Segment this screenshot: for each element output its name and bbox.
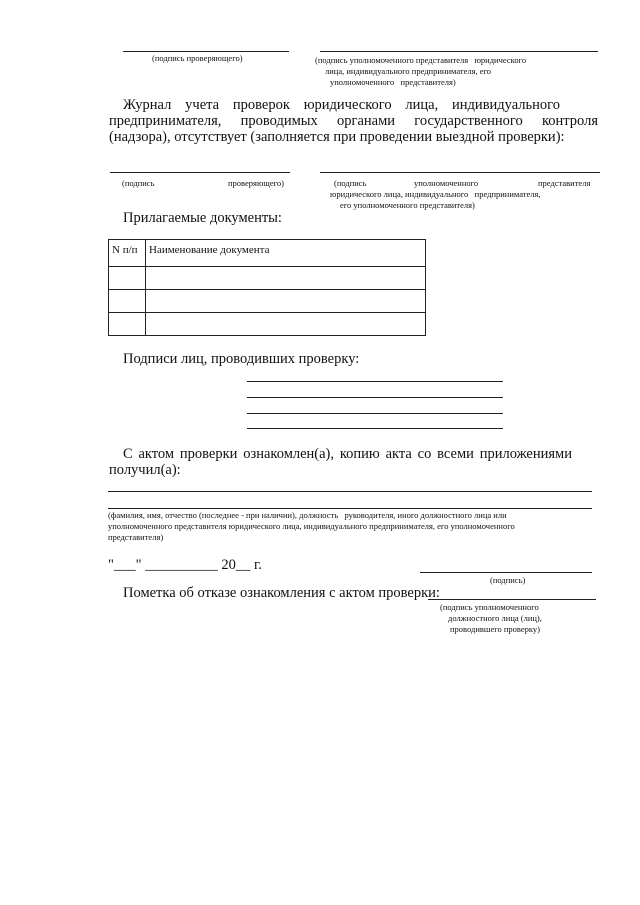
representative-signature-line	[320, 51, 598, 52]
journal-text-line-3: (надзора), отсутствует (заполняется при проведении выездной проверки):	[109, 129, 565, 145]
acknowledgement-caption-1: (фамилия, имя, отчество (последнее - при наличии), должность руководителя, иного должностного лица или	[108, 510, 507, 520]
table-cell-number	[109, 267, 146, 290]
refusal-caption-3: проводившего проверку)	[450, 624, 540, 634]
inspector-signature-row	[247, 397, 503, 398]
acknowledgement-signature-caption: (подпись)	[490, 575, 526, 585]
rep-caption-2-part-c: представителя	[538, 178, 591, 188]
attached-documents-table	[108, 239, 426, 336]
acknowledgement-caption-3: представителя)	[108, 532, 164, 542]
rep-caption-2-line-3: его уполномоченного представителя)	[340, 200, 475, 210]
refusal-caption-2: должностного лица (лиц),	[448, 613, 542, 623]
table-row	[109, 290, 426, 313]
inspectors-signatures-heading: Подписи лиц, проводивших проверку:	[123, 351, 360, 367]
refusal-signature-line	[428, 599, 596, 600]
representative-signature-caption-1: (подпись уполномоченного представителя юридического	[315, 55, 527, 65]
inspector-signature-line-2	[110, 172, 290, 173]
inspector-signature-line	[123, 51, 289, 52]
acknowledgement-name-line-2	[108, 508, 592, 509]
rep-caption-2-line-2: юридического лица, индивидуального предпринимателя,	[330, 189, 541, 199]
inspector-signature-caption: (подпись проверяющего)	[152, 53, 243, 63]
inspector-signature-caption-2a: (подпись	[122, 178, 155, 188]
table-header-row	[109, 240, 426, 267]
refusal-note-text: Пометка об отказе ознакомления с актом проверки:	[123, 585, 440, 601]
attached-documents-heading: Прилагаемые документы:	[123, 210, 282, 226]
acknowledgement-date: "___" __________ 20__ г.	[108, 557, 262, 573]
inspector-signature-row	[247, 413, 503, 414]
table-cell-number	[109, 290, 146, 313]
journal-text-line-1: Журнал учета проверок юридического лица, индивидуального	[123, 97, 560, 113]
inspector-signature-caption-2b: проверяющего)	[228, 178, 284, 188]
column-header-number: N п/п	[109, 240, 146, 267]
acknowledgement-text-line-1: С актом проверки ознакомлен(а), копию акта со всеми приложениями	[123, 446, 572, 462]
representative-signature-line-2	[320, 172, 600, 173]
refusal-caption-1: (подпись уполномоченного	[440, 602, 539, 612]
inspector-signature-row	[247, 381, 503, 382]
journal-text-line-2: предпринимателя, проводимых органами государственного контроля	[109, 113, 598, 129]
table-cell-document-name	[146, 290, 426, 313]
inspector-signature-row	[247, 428, 503, 429]
table-cell-document-name	[146, 267, 426, 290]
representative-signature-caption-3: уполномоченного представителя)	[330, 77, 456, 87]
rep-caption-2-part-a: (подпись	[334, 178, 367, 188]
rep-caption-2-part-b: уполномоченного	[414, 178, 479, 188]
table-row	[109, 267, 426, 290]
column-header-document-name: Наименование документа	[146, 240, 426, 267]
acknowledgement-name-line	[108, 491, 592, 492]
acknowledgement-caption-2: уполномоченного представителя юридического лица, индивидуального предпринимателя, его уполномоченного	[108, 521, 515, 531]
acknowledgement-text-line-2: получил(а):	[109, 462, 181, 478]
representative-signature-caption-2: лица, индивидуального предпринимателя, его	[325, 66, 492, 76]
acknowledgement-signature-line	[420, 572, 592, 573]
table-cell-number	[109, 313, 146, 336]
table-cell-document-name	[146, 313, 426, 336]
table-row	[109, 313, 426, 336]
